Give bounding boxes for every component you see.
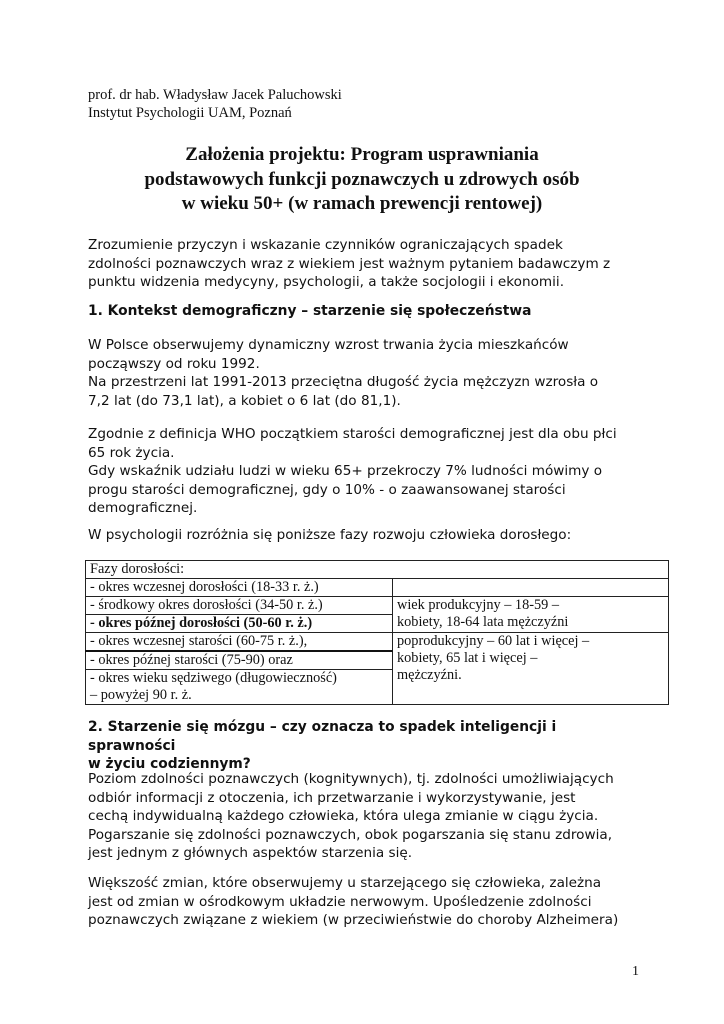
table-cell-postproductive-age <box>393 633 669 705</box>
table-cell: - okres późnej starości (75-90) oraz <box>86 651 393 670</box>
section-heading <box>88 718 648 774</box>
text-line: 2. Starzenie się mózgu – czy oznacza to spadek inteligencji i sprawności <box>88 719 557 754</box>
text-line: W Polsce obserwujemy dynamiczny wzrost trwania życia mieszkańców <box>88 337 569 353</box>
title-line: w wieku 50+ (w ramach prewencji rentowej) <box>181 193 543 214</box>
title-line: podstawowych funkcji poznawczych u zdrowych osób <box>144 168 580 190</box>
text-line: 65 rok życia. <box>88 444 175 461</box>
text-line: Zrozumienie przyczyn i wskazanie czynników ograniczających spadek <box>88 237 563 253</box>
text-line: - okres wieku sędziwego (długowieczność) <box>90 670 337 686</box>
text-line: kobiety, 18-64 lata mężczyźni <box>397 614 569 630</box>
institute-name: Instytut Psychologii UAM, Poznań <box>88 105 292 121</box>
text-line: mężczyźni. <box>397 667 462 683</box>
text-line: poznawczych związane z wiekiem (w przeciwieństwie do choroby Alzheimera) <box>88 912 619 928</box>
text-line: progu starości demograficznej, gdy o 10% - o zaawansowanej starości <box>88 481 566 498</box>
text-line: punktu widzenia medycyny, psychologii, a także socjologii i ekonomii. <box>88 274 565 290</box>
table-header: Fazy dorosłości: <box>86 561 669 579</box>
table-cell <box>86 670 393 705</box>
table-cell: - okres wczesnej starości (60-75 r. ż.), <box>86 633 393 652</box>
text-line: demograficznej. <box>88 500 198 516</box>
intro-paragraph <box>88 236 648 292</box>
paragraph <box>88 425 648 518</box>
paragraph <box>88 874 648 930</box>
table-cell-productive-age <box>393 597 669 633</box>
text-line: 7,2 lat (do 73,1 lat), a kobiet o 6 lat (do 81,1). <box>88 392 401 409</box>
text-line: wiek produkcyjny – 18-59 – <box>397 597 560 613</box>
text-line: zdolności poznawczych wraz z wiekiem jest ważnym pytaniem badawczym z <box>88 255 611 272</box>
table-cell: - okres wczesnej dorosłości (18-33 r. ż.) <box>86 579 393 597</box>
text-line: poprodukcyjny – 60 lat i więcej – <box>397 633 590 649</box>
author-name: prof. dr hab. Władysław Jacek Paluchowski <box>88 87 342 103</box>
page-number: 1 <box>632 964 639 979</box>
title-line: Założenia projektu: Program usprawniania <box>185 144 539 165</box>
table-cell: - środkowy okres dorosłości (34-50 r. ż.) <box>86 597 393 615</box>
text-line: – powyżej 90 r. ż. <box>90 687 192 703</box>
document-title <box>70 143 654 217</box>
text-line: cechą indywidualną każdego człowieka, która ulega zmianie w ciągu życia. <box>88 808 599 824</box>
text-line: Większość zmian, które obserwujemy u starzejącego się człowieka, zależna <box>88 875 602 891</box>
paragraph: W psychologii rozróżnia się poniższe fazy rozwoju człowieka dorosłego: <box>88 527 572 543</box>
text-line: jest od zmian w ośrodkowym układzie nerwowym. Upośledzenie zdolności <box>88 893 592 910</box>
section-heading: 1. Kontekst demograficzny – starzenie się społeczeństwa <box>88 303 532 319</box>
text-line: odbiór informacji z otoczenia, ich przetwarzanie i wykorzystywanie, jest <box>88 789 576 806</box>
text-line: Poziom zdolności poznawczych (kognitywnych), tj. zdolności umożliwiających <box>88 771 614 787</box>
text-line: począwszy od roku 1992. <box>88 355 260 372</box>
paragraph <box>88 336 648 410</box>
text-line: jest jednym z głównych aspektów starzenia się. <box>88 845 413 861</box>
author-block <box>88 86 342 122</box>
paragraph <box>88 770 648 863</box>
table-cell <box>393 579 669 597</box>
adulthood-phases-table <box>85 560 669 705</box>
text-line: Gdy wskaźnik udziału ludzi w wieku 65+ przekroczy 7% ludności mówimy o <box>88 463 603 479</box>
text-line: Pogarszanie się zdolności poznawczych, obok pogarszania się stanu zdrowia, <box>88 826 613 843</box>
text-line: kobiety, 65 lat i więcej – <box>397 650 538 666</box>
text-line: Zgodnie z definicja WHO początkiem starości demograficznej jest dla obu płci <box>88 426 617 442</box>
text-line: w życiu codziennym? <box>88 756 251 772</box>
table-cell-highlighted: - okres późnej dorosłości (50-60 r. ż.) <box>86 615 393 633</box>
text-line: Na przestrzeni lat 1991-2013 przeciętna długość życia mężczyzn wzrosła o <box>88 374 599 390</box>
